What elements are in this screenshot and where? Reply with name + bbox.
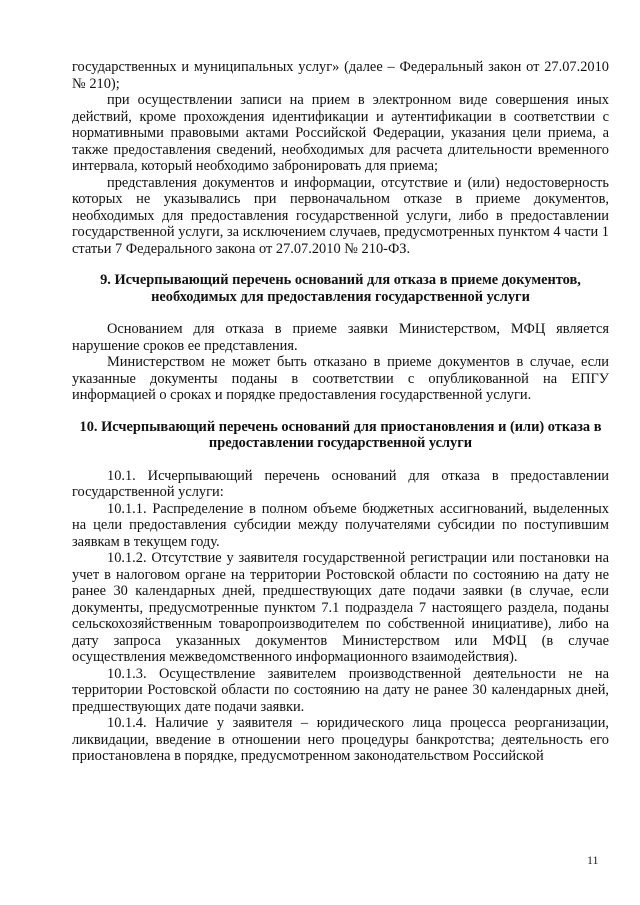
spacer <box>72 257 609 272</box>
section-9-paragraph: Министерством не может быть отказано в приеме документов в случае, если указанные документы поданы в соответствии с опубликованной на ЕПГУ информацией о сроках и порядке предоставления государственной услуги. <box>72 354 609 403</box>
section-10-heading: 10. Исчерпывающий перечень оснований для приостановления и (или) отказа в предоставлении государственной услуги <box>79 418 602 451</box>
section-9-heading: 9. Исчерпывающий перечень оснований для отказа в приеме документов, необходимых для предоставления государственной услуги <box>100 272 581 305</box>
section-10-paragraph: 10.1. Исчерпывающий перечень оснований для отказа в предоставлении государственной услуги: <box>72 467 609 500</box>
paragraph-law-reference: государственных и муниципальных услуг» (далее – Федеральный закон от 27.07.2010 № 210); <box>72 59 609 92</box>
section-10-paragraph: 10.1.2. Отсутствие у заявителя государственной регистрации или постановки на учет в налоговом органе на территории Ростовской области по состоянию на дату не ранее 30 календарных дней, предшествующих дате подачи заявки (в случае, если документы, предусмотренные пунктом 7.1 подраздела 7 настоящего раздела, поданы сельскохозяйственным товаропроизводителем по собственной инициативе), либо на дату запроса указанных документов Министерством или МФЦ (в случае осуществления межведомственного информационного взаимодействия). <box>72 550 609 665</box>
spacer <box>72 404 609 419</box>
section-9-paragraph: Основанием для отказа в приеме заявки Министерством, МФЦ является нарушение сроков ее представления. <box>72 321 609 354</box>
section-10-paragraph: 10.1.3. Осуществление заявителем производственной деятельности не на территории Ростовской области по состоянию на дату не ранее 30 календарных дней, предшествующих дате подачи заявки. <box>72 665 609 715</box>
section-10-paragraph: 10.1.1. Распределение в полном объеме бюджетных ассигнований, выделенных на цели предоставления субсидии между получателями субсидии по поступившим заявкам в текущем году. <box>72 500 609 550</box>
spacer <box>72 305 609 321</box>
section-10-paragraph: 10.1.4. Наличие у заявителя – юридического лица процесса реорганизации, ликвидации, введение в отношении него процедуры банкротства; деятельность его приостановлена в порядке, предусмотренном законодательством Российской <box>72 715 609 764</box>
spacer <box>72 452 609 468</box>
paragraph-electronic-appointment: при осуществлении записи на прием в электронном виде совершения иных действий, кроме прохождения идентификации и аутентификации в соответствии с нормативными правовыми актами Российской Федерации, указания цели приема, а также предоставления сведений, необходимых для расчета длительности временного интервала, который необходимо забронировать для приема; <box>72 92 609 174</box>
document-page <box>72 59 609 765</box>
paragraph-document-submission: представления документов и информации, отсутствие и (или) недостоверность которых не указывались при первоначальном отказе в приеме документов, необходимых для предоставления государственной услуги, либо в предоставлении государственной услуги, за исключением случаев, предусмотренных пунктом 4 части 1 статьи 7 Федерального закона от 27.07.2010 № 210-ФЗ. <box>72 174 609 257</box>
page-number: 11 <box>587 853 599 867</box>
